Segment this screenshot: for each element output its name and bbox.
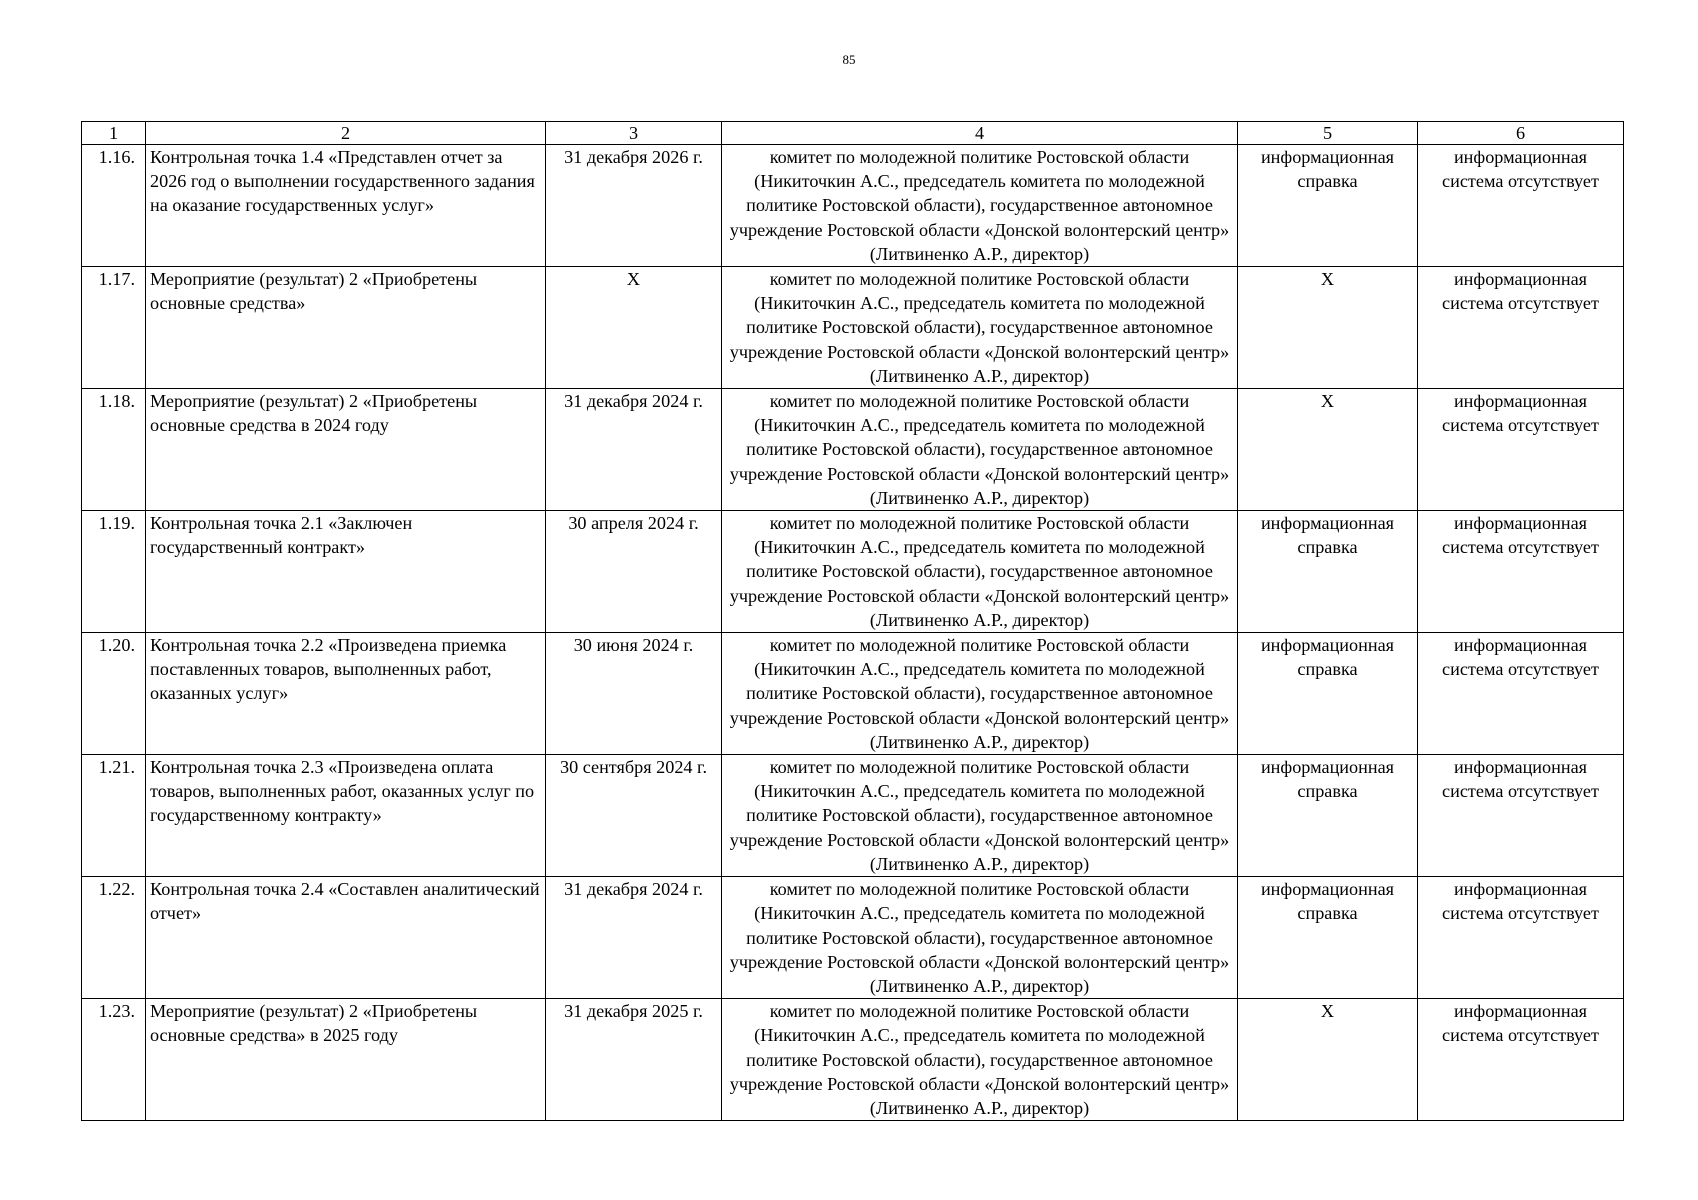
- row-number: 1.20.: [82, 633, 146, 755]
- header-cell: 6: [1418, 122, 1624, 145]
- row-name: Мероприятие (результат) 2 «Приобретены основные средства в 2024 году: [146, 389, 546, 511]
- header-cell: 5: [1238, 122, 1418, 145]
- row-name: Контрольная точка 2.3 «Произведена оплата товаров, выполненных работ, оказанных услуг по государственному контракту»: [146, 755, 546, 877]
- row-responsible: комитет по молодежной политике Ростовской области (Никиточкин А.С., председатель комитета по молодежной политике Ростовской области), государственное автономное учреждение Ростовской области «Донской волонтерский центр» (Литвиненко А.Р., директор): [722, 389, 1238, 511]
- row-system: информационная система отсутствует: [1418, 755, 1624, 877]
- row-system: информационная система отсутствует: [1418, 511, 1624, 633]
- header-cell: 2: [146, 122, 546, 145]
- row-document: информационная справка: [1238, 877, 1418, 999]
- row-document: информационная справка: [1238, 145, 1418, 267]
- row-responsible: комитет по молодежной политике Ростовской области (Никиточкин А.С., председатель комитета по молодежной политике Ростовской области), государственное автономное учреждение Ростовской области «Донской волонтерский центр» (Литвиненко А.Р., директор): [722, 999, 1238, 1121]
- row-date: Х: [546, 267, 722, 389]
- row-name: Контрольная точка 1.4 «Представлен отчет за 2026 год о выполнении государственного задания на оказание государственных услуг»: [146, 145, 546, 267]
- row-date: 31 декабря 2025 г.: [546, 999, 722, 1121]
- table-row: [82, 877, 1624, 999]
- row-document: информационная справка: [1238, 511, 1418, 633]
- row-number: 1.22.: [82, 877, 146, 999]
- row-system: информационная система отсутствует: [1418, 633, 1624, 755]
- row-responsible: комитет по молодежной политике Ростовской области (Никиточкин А.С., председатель комитета по молодежной политике Ростовской области), государственное автономное учреждение Ростовской области «Донской волонтерский центр» (Литвиненко А.Р., директор): [722, 633, 1238, 755]
- row-document: информационная справка: [1238, 633, 1418, 755]
- table-header-row: [82, 122, 1624, 145]
- row-system: информационная система отсутствует: [1418, 145, 1624, 267]
- row-date: 30 апреля 2024 г.: [546, 511, 722, 633]
- header-cell: 1: [82, 122, 146, 145]
- row-responsible: комитет по молодежной политике Ростовской области (Никиточкин А.С., председатель комитета по молодежной политике Ростовской области), государственное автономное учреждение Ростовской области «Донской волонтерский центр» (Литвиненко А.Р., директор): [722, 145, 1238, 267]
- row-responsible: комитет по молодежной политике Ростовской области (Никиточкин А.С., председатель комитета по молодежной политике Ростовской области), государственное автономное учреждение Ростовской области «Донской волонтерский центр» (Литвиненко А.Р., директор): [722, 755, 1238, 877]
- row-document: Х: [1238, 267, 1418, 389]
- row-number: 1.18.: [82, 389, 146, 511]
- page-number: 85: [842, 52, 856, 67]
- row-name: Контрольная точка 2.1 «Заключен государственный контракт»: [146, 511, 546, 633]
- row-name: Контрольная точка 2.2 «Произведена приемка поставленных товаров, выполненных работ, оказанных услуг»: [146, 633, 546, 755]
- row-responsible: комитет по молодежной политике Ростовской области (Никиточкин А.С., председатель комитета по молодежной политике Ростовской области), государственное автономное учреждение Ростовской области «Донской волонтерский центр» (Литвиненко А.Р., директор): [722, 267, 1238, 389]
- row-number: 1.23.: [82, 999, 146, 1121]
- table-row: [82, 633, 1624, 755]
- row-name: Мероприятие (результат) 2 «Приобретены основные средства» в 2025 году: [146, 999, 546, 1121]
- table-row: [82, 511, 1624, 633]
- table-row: [82, 267, 1624, 389]
- row-date: 31 декабря 2024 г.: [546, 877, 722, 999]
- row-responsible: комитет по молодежной политике Ростовской области (Никиточкин А.С., председатель комитета по молодежной политике Ростовской области), государственное автономное учреждение Ростовской области «Донской волонтерский центр» (Литвиненко А.Р., директор): [722, 877, 1238, 999]
- table-row: [82, 389, 1624, 511]
- row-date: 30 июня 2024 г.: [546, 633, 722, 755]
- row-responsible: комитет по молодежной политике Ростовской области (Никиточкин А.С., председатель комитета по молодежной политике Ростовской области), государственное автономное учреждение Ростовской области «Донской волонтерский центр» (Литвиненко А.Р., директор): [722, 511, 1238, 633]
- row-name: Контрольная точка 2.4 «Составлен аналитический отчет»: [146, 877, 546, 999]
- row-name: Мероприятие (результат) 2 «Приобретены основные средства»: [146, 267, 546, 389]
- table-row: [82, 999, 1624, 1121]
- row-document: информационная справка: [1238, 755, 1418, 877]
- row-date: 31 декабря 2026 г.: [546, 145, 722, 267]
- header-cell: 4: [722, 122, 1238, 145]
- row-number: 1.21.: [82, 755, 146, 877]
- row-date: 31 декабря 2024 г.: [546, 389, 722, 511]
- row-number: 1.17.: [82, 267, 146, 389]
- row-system: информационная система отсутствует: [1418, 877, 1624, 999]
- control-points-table: [81, 121, 1624, 1121]
- row-number: 1.16.: [82, 145, 146, 267]
- row-system: информационная система отсутствует: [1418, 999, 1624, 1121]
- row-system: информационная система отсутствует: [1418, 389, 1624, 511]
- row-system: информационная система отсутствует: [1418, 267, 1624, 389]
- table-row: [82, 755, 1624, 877]
- row-date: 30 сентября 2024 г.: [546, 755, 722, 877]
- row-document: Х: [1238, 389, 1418, 511]
- table-row: [82, 145, 1624, 267]
- header-cell: 3: [546, 122, 722, 145]
- row-number: 1.19.: [82, 511, 146, 633]
- row-document: Х: [1238, 999, 1418, 1121]
